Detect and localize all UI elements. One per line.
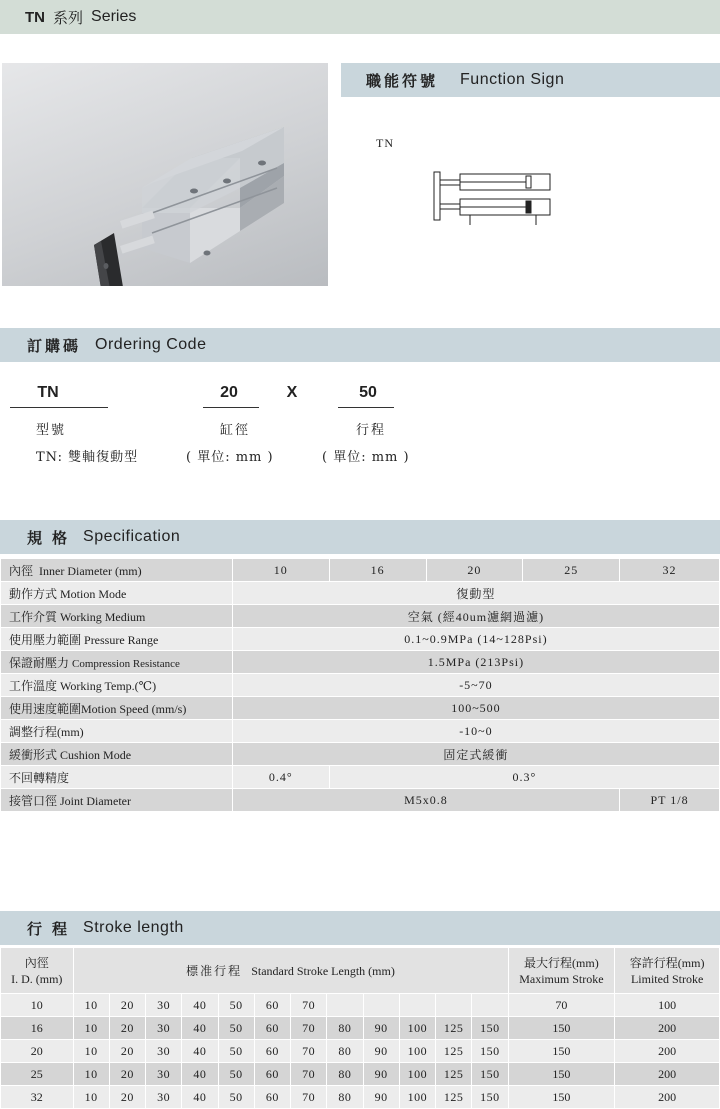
spec-value: 0.4° xyxy=(232,766,329,789)
spec-label: 調整行程(mm) xyxy=(1,720,233,743)
stroke-value: 10 xyxy=(73,1063,109,1086)
specification-en: Specification xyxy=(83,528,181,545)
stroke-value: 30 xyxy=(146,994,182,1017)
spec-value: 0.1~0.9MPa (14~128Psi) xyxy=(232,628,719,651)
spec-label: 內徑 Inner Diameter (mm) xyxy=(1,559,233,582)
stroke-value: 20 xyxy=(109,1040,145,1063)
spec-label: 使用壓力範圍 Pressure Range xyxy=(1,628,233,651)
stroke-value: 60 xyxy=(254,1063,290,1086)
stroke-value: 40 xyxy=(182,1017,218,1040)
stroke-value: 20 xyxy=(109,1017,145,1040)
stroke-row xyxy=(1,1063,720,1086)
spec-row xyxy=(1,697,720,720)
stroke-value: 100 xyxy=(399,1063,435,1086)
model-label: 型號 xyxy=(36,423,67,438)
stroke-value: 60 xyxy=(254,1086,290,1109)
code-model: TN xyxy=(37,384,59,401)
stroke-value: 90 xyxy=(363,1086,399,1109)
series-header xyxy=(0,0,720,34)
stroke-limited: 200 xyxy=(615,1063,720,1086)
code-x: X xyxy=(286,384,298,401)
bore-label: 缸徑 xyxy=(220,423,251,438)
stroke-value: 90 xyxy=(363,1040,399,1063)
spec-row xyxy=(1,743,720,766)
stroke-value: 30 xyxy=(146,1086,182,1109)
stroke-row xyxy=(1,1086,720,1109)
spec-row xyxy=(1,605,720,628)
head-max: 最大行程(mm) Maximum Stroke xyxy=(508,948,615,994)
stroke-value: 30 xyxy=(146,1017,182,1040)
function-sign-header xyxy=(341,63,720,97)
product-photo xyxy=(2,63,328,286)
spec-row xyxy=(1,720,720,743)
stroke-value: 60 xyxy=(254,994,290,1017)
spec-row xyxy=(1,628,720,651)
code-bore: 20 xyxy=(220,384,238,401)
stroke-max: 150 xyxy=(508,1017,615,1040)
stroke-value: 70 xyxy=(291,994,327,1017)
stroke-value: 125 xyxy=(436,1063,472,1086)
specification-cn: 規格 xyxy=(27,528,78,547)
bore-unit: ( 單位: mm ) xyxy=(186,450,274,465)
code-stroke-line xyxy=(338,407,394,408)
stroke-head-row xyxy=(1,948,720,994)
spec-value: 25 xyxy=(523,559,620,582)
stroke-value: 10 xyxy=(73,1086,109,1109)
stroke-id: 10 xyxy=(1,994,74,1017)
spec-label: 接管口徑 Joint Diameter xyxy=(1,789,233,812)
stroke-value: 10 xyxy=(73,1017,109,1040)
spec-row xyxy=(1,651,720,674)
spec-value: 固定式緩衝 xyxy=(232,743,719,766)
spec-row xyxy=(1,674,720,697)
stroke-value: 80 xyxy=(327,1017,363,1040)
stroke-value: 70 xyxy=(291,1017,327,1040)
stroke-value: 150 xyxy=(472,1086,508,1109)
stroke-value: 90 xyxy=(363,1063,399,1086)
spec-value: 32 xyxy=(620,559,720,582)
function-sign-en: Function Sign xyxy=(460,71,565,88)
spec-label: 動作方式 Motion Mode xyxy=(1,582,233,605)
stroke-id: 16 xyxy=(1,1017,74,1040)
stroke-value: 70 xyxy=(291,1040,327,1063)
stroke-value xyxy=(472,994,508,1017)
stroke-value: 10 xyxy=(73,994,109,1017)
stroke-value: 150 xyxy=(472,1017,508,1040)
stroke-max: 150 xyxy=(508,1063,615,1086)
stroke-value: 100 xyxy=(399,1040,435,1063)
stroke-value: 20 xyxy=(109,1086,145,1109)
stroke-limited: 100 xyxy=(615,994,720,1017)
stroke-row xyxy=(1,994,720,1017)
stroke-value: 50 xyxy=(218,1063,254,1086)
stroke-value: 150 xyxy=(472,1063,508,1086)
stroke-value: 100 xyxy=(399,1017,435,1040)
function-sign-cn: 職能符號 xyxy=(366,71,439,90)
spec-value: -5~70 xyxy=(232,674,719,697)
spec-label: 不回轉精度 xyxy=(1,766,233,789)
stroke-id: 32 xyxy=(1,1086,74,1109)
stroke-value: 80 xyxy=(327,1086,363,1109)
stroke-value: 60 xyxy=(254,1040,290,1063)
stroke-value xyxy=(363,994,399,1017)
spec-value: 16 xyxy=(329,559,426,582)
stroke-value: 40 xyxy=(182,1040,218,1063)
head-standard: 標准行程 Standard Stroke Length (mm) xyxy=(73,948,508,994)
code-bore-line xyxy=(203,407,259,408)
stroke-value: 70 xyxy=(291,1086,327,1109)
spec-row xyxy=(1,789,720,812)
spec-label: 保證耐壓力 Compression Resistance xyxy=(1,651,233,674)
stroke-max: 70 xyxy=(508,994,615,1017)
stroke-value xyxy=(399,994,435,1017)
stroke-value: 150 xyxy=(472,1040,508,1063)
ordering-code-en: Ordering Code xyxy=(95,336,207,353)
stroke-row xyxy=(1,1040,720,1063)
ordering-code-cn: 訂購碼 xyxy=(27,336,82,355)
spec-label: 緩衝形式 Cushion Mode xyxy=(1,743,233,766)
series-cn: 系列 xyxy=(53,8,84,27)
code-stroke: 50 xyxy=(359,384,377,401)
stroke-value: 50 xyxy=(218,1017,254,1040)
spec-value: 20 xyxy=(426,559,523,582)
stroke-id: 20 xyxy=(1,1040,74,1063)
stroke-max: 150 xyxy=(508,1086,615,1109)
model-desc: TN: 雙軸復動型 xyxy=(36,450,139,465)
stroke-value: 80 xyxy=(327,1063,363,1086)
stroke-value: 20 xyxy=(109,994,145,1017)
series-en: Series xyxy=(91,8,137,25)
stroke-value: 30 xyxy=(146,1063,182,1086)
stroke-cn: 行程 xyxy=(27,919,78,938)
stroke-value: 70 xyxy=(291,1063,327,1086)
stroke-value: 125 xyxy=(436,1086,472,1109)
stroke-value: 40 xyxy=(182,994,218,1017)
spec-value: M5x0.8 xyxy=(232,789,619,812)
stroke-value: 50 xyxy=(218,1086,254,1109)
stroke-max: 150 xyxy=(508,1040,615,1063)
spec-row xyxy=(1,766,720,789)
spec-value: 0.3° xyxy=(329,766,719,789)
ordering-code-header xyxy=(0,328,720,362)
stroke-header xyxy=(0,911,720,945)
spec-value: 100~500 xyxy=(232,697,719,720)
spec-value: -10~0 xyxy=(232,720,719,743)
stroke-value: 125 xyxy=(436,1040,472,1063)
spec-value: PT 1/8 xyxy=(620,789,720,812)
stroke-value: 60 xyxy=(254,1017,290,1040)
spec-label: 使用速度範圍Motion Speed (mm/s) xyxy=(1,697,233,720)
stroke-value: 30 xyxy=(146,1040,182,1063)
stroke-value: 40 xyxy=(182,1063,218,1086)
specification-table xyxy=(0,558,720,812)
specification-header xyxy=(0,520,720,554)
stroke-limited: 200 xyxy=(615,1040,720,1063)
head-id: 內徑 I. D. (mm) xyxy=(1,948,74,994)
stroke-value: 40 xyxy=(182,1086,218,1109)
stroke-value: 100 xyxy=(399,1086,435,1109)
spec-label: 工作溫度 Working Temp.(℃) xyxy=(1,674,233,697)
stroke-unit: ( 單位: mm ) xyxy=(322,450,410,465)
cylinder-symbol xyxy=(430,168,555,232)
head-limited: 容許行程(mm) Limited Stroke xyxy=(615,948,720,994)
spec-row xyxy=(1,582,720,605)
stroke-value: 80 xyxy=(327,1040,363,1063)
code-model-line xyxy=(10,407,108,408)
stroke-row xyxy=(1,1017,720,1040)
stroke-label: 行程 xyxy=(356,423,387,438)
stroke-value: 50 xyxy=(218,994,254,1017)
stroke-value xyxy=(327,994,363,1017)
series-model: TN xyxy=(25,8,45,26)
spec-value: 空氣 (經40um濾網過濾) xyxy=(232,605,719,628)
spec-row xyxy=(1,559,720,582)
stroke-table xyxy=(0,947,720,1109)
stroke-value: 50 xyxy=(218,1040,254,1063)
spec-value: 復動型 xyxy=(232,582,719,605)
function-sign-label: TN xyxy=(376,136,394,150)
spec-value: 1.5MPa (213Psi) xyxy=(232,651,719,674)
stroke-en: Stroke length xyxy=(83,919,184,936)
stroke-value: 20 xyxy=(109,1063,145,1086)
stroke-limited: 200 xyxy=(615,1086,720,1109)
stroke-value: 125 xyxy=(436,1017,472,1040)
stroke-id: 25 xyxy=(1,1063,74,1086)
spec-value: 10 xyxy=(232,559,329,582)
stroke-value: 10 xyxy=(73,1040,109,1063)
spec-label: 工作介質 Working Medium xyxy=(1,605,233,628)
stroke-value xyxy=(436,994,472,1017)
stroke-limited: 200 xyxy=(615,1017,720,1040)
stroke-value: 90 xyxy=(363,1017,399,1040)
